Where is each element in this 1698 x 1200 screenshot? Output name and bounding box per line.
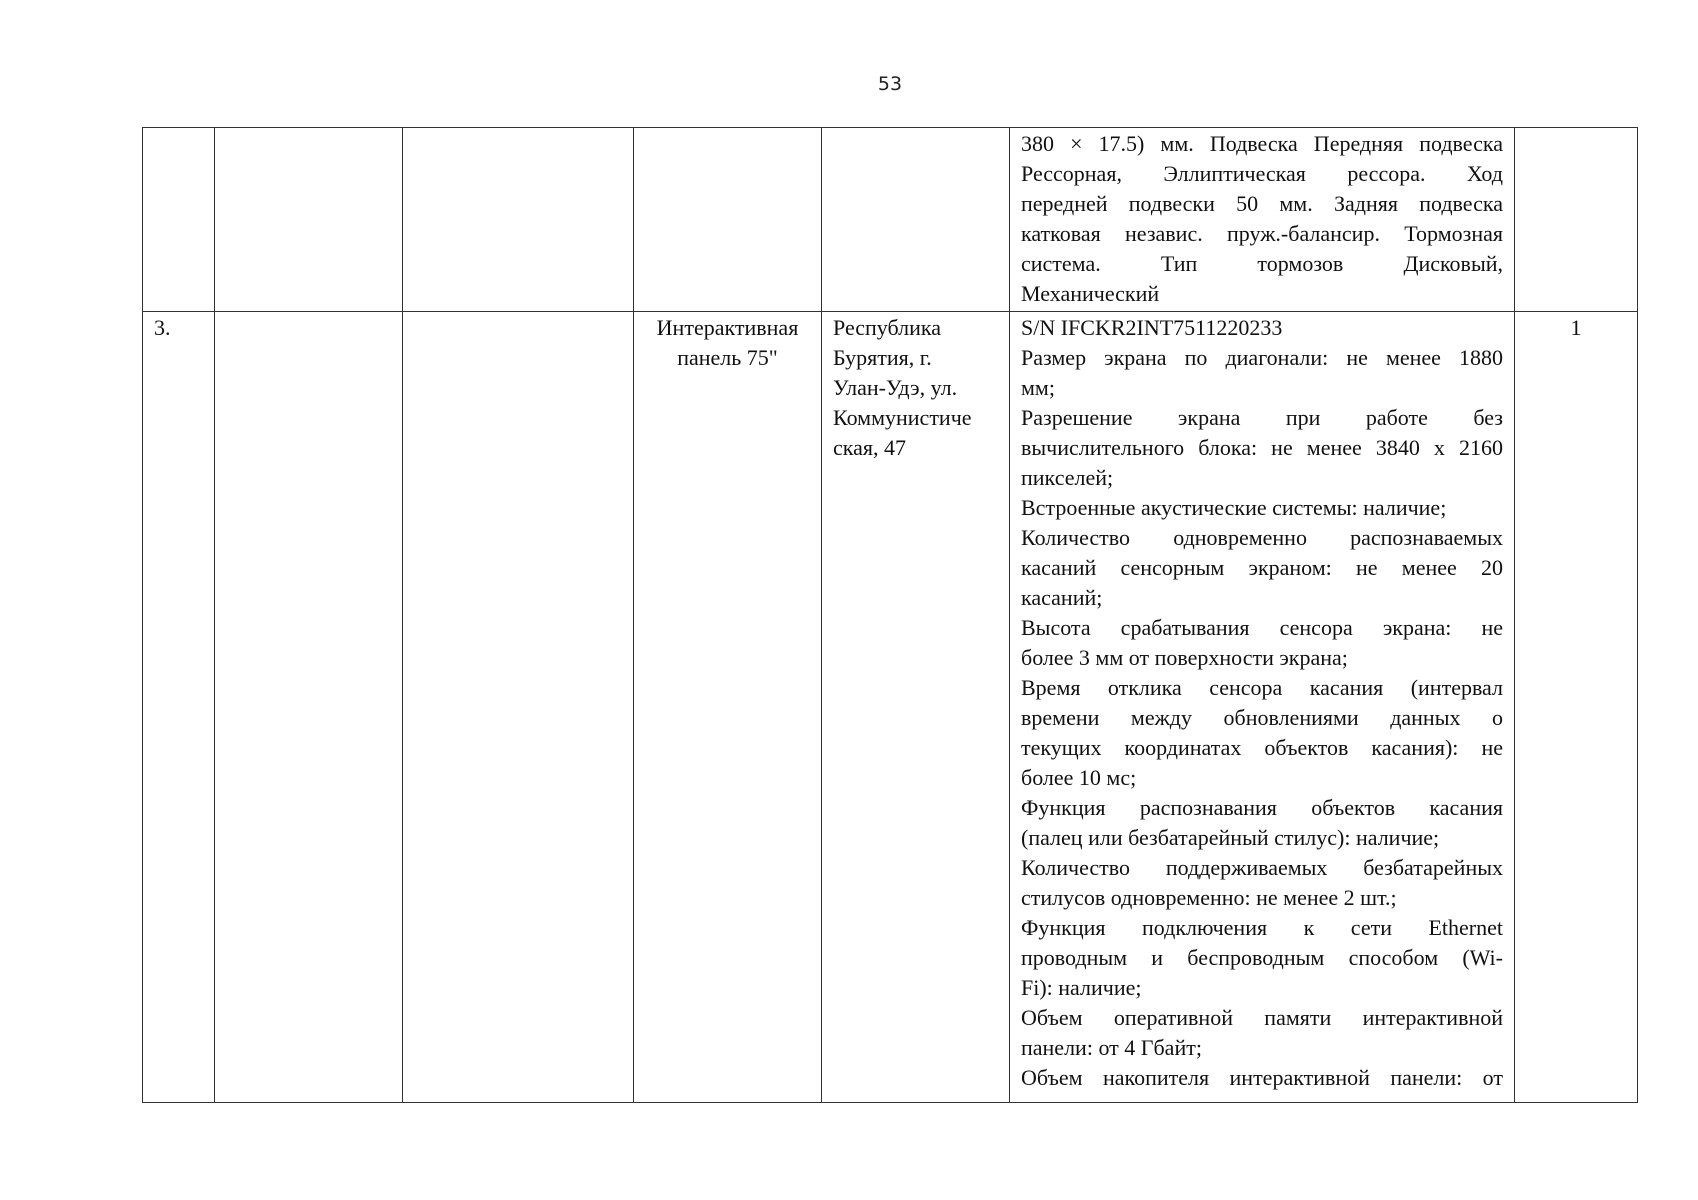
cell-description-continued <box>1010 128 1515 312</box>
description-line: Высота срабатывания сенсора экрана: не <box>1021 615 1503 640</box>
cell-empty-a <box>215 312 403 1103</box>
specification-table <box>142 127 1638 1103</box>
item-name-line: Интерактивная <box>656 315 799 340</box>
address-line: ская, 47 <box>833 435 907 460</box>
cell-number-empty <box>143 128 215 312</box>
description-line: Встроенные акустические системы: наличие; <box>1021 495 1447 520</box>
description-line: (палец или безбатарейный стилус): наличие; <box>1021 825 1440 850</box>
description-line: Время отклика сенсора касания (интервал <box>1021 675 1503 700</box>
cell-empty-b <box>403 128 634 312</box>
description-line: касаний сенсорным экраном: не менее 20 <box>1021 555 1503 580</box>
cell-empty-b <box>403 312 634 1103</box>
description-line: текущих координатах объектов касания): не <box>1021 735 1503 760</box>
description-line: более 10 мс; <box>1021 765 1137 790</box>
description-line: времени между обновлениями данных о <box>1021 705 1503 730</box>
description-line: панели: от 4 Гбайт; <box>1021 1035 1202 1060</box>
description-line: система. Тип тормозов Дисковый, <box>1021 251 1503 276</box>
cell-quantity-empty <box>1515 128 1638 312</box>
description-line: пикселей; <box>1021 465 1114 490</box>
quantity-value: 1 <box>1570 315 1582 340</box>
description-line: Рессорная, Эллиптическая рессора. Ход <box>1021 161 1503 186</box>
cell-name <box>634 312 822 1103</box>
description-line: Механический <box>1021 281 1160 306</box>
description-line: Количество одновременно распознаваемых <box>1021 525 1503 550</box>
table-row-continued <box>143 128 1638 312</box>
description-line: Разрешение экрана при работе без <box>1021 405 1503 430</box>
description-line: более 3 мм от поверхности экрана; <box>1021 645 1348 670</box>
page-number: 53 <box>877 73 903 95</box>
description-line: Размер экрана по диагонали: не менее 1880 <box>1021 345 1503 370</box>
description-line: Количество поддерживаемых безбатарейных <box>1021 855 1503 880</box>
item-name-line: панель 75" <box>677 345 778 370</box>
cell-description <box>1010 312 1515 1103</box>
address-line: Бурятия, г. <box>833 345 932 370</box>
description-line: Функция распознавания объектов касания <box>1021 795 1503 820</box>
description-line: 380 × 17.5) мм. Подвеска Передняя подвеска <box>1021 131 1503 156</box>
description-line: Функция подключения к сети Ethernet <box>1021 915 1503 940</box>
table-row-3 <box>143 312 1638 1103</box>
description-line: вычислительного блока: не менее 3840 x 2160 <box>1021 435 1503 460</box>
address-line: Улан-Удэ, ул. <box>833 375 958 400</box>
description-line: Объем оперативной памяти интерактивной <box>1021 1005 1503 1030</box>
description-line: катковая независ. пруж.-балансир. Тормозная <box>1021 221 1503 246</box>
address-line: Коммунистиче <box>833 405 972 430</box>
description-line: Объем накопителя интерактивной панели: от <box>1021 1065 1503 1090</box>
description-line: касаний; <box>1021 585 1103 610</box>
description-line: проводным и беспроводным способом (Wi- <box>1021 945 1503 970</box>
row-number: 3. <box>154 315 171 340</box>
cell-address-empty <box>822 128 1010 312</box>
description-line: передней подвески 50 мм. Задняя подвеска <box>1021 191 1503 216</box>
description-line: стилусов одновременно: не менее 2 шт.; <box>1021 885 1397 910</box>
cell-address <box>822 312 1010 1103</box>
cell-quantity <box>1515 312 1638 1103</box>
description-line: Fi): наличие; <box>1021 975 1142 1000</box>
description-line: S/N IFCKR2INT7511220233 <box>1021 315 1283 340</box>
description-line: мм; <box>1021 375 1055 400</box>
cell-name-empty <box>634 128 822 312</box>
cell-empty-a <box>215 128 403 312</box>
address-line: Республика <box>833 315 942 340</box>
cell-number <box>143 312 215 1103</box>
